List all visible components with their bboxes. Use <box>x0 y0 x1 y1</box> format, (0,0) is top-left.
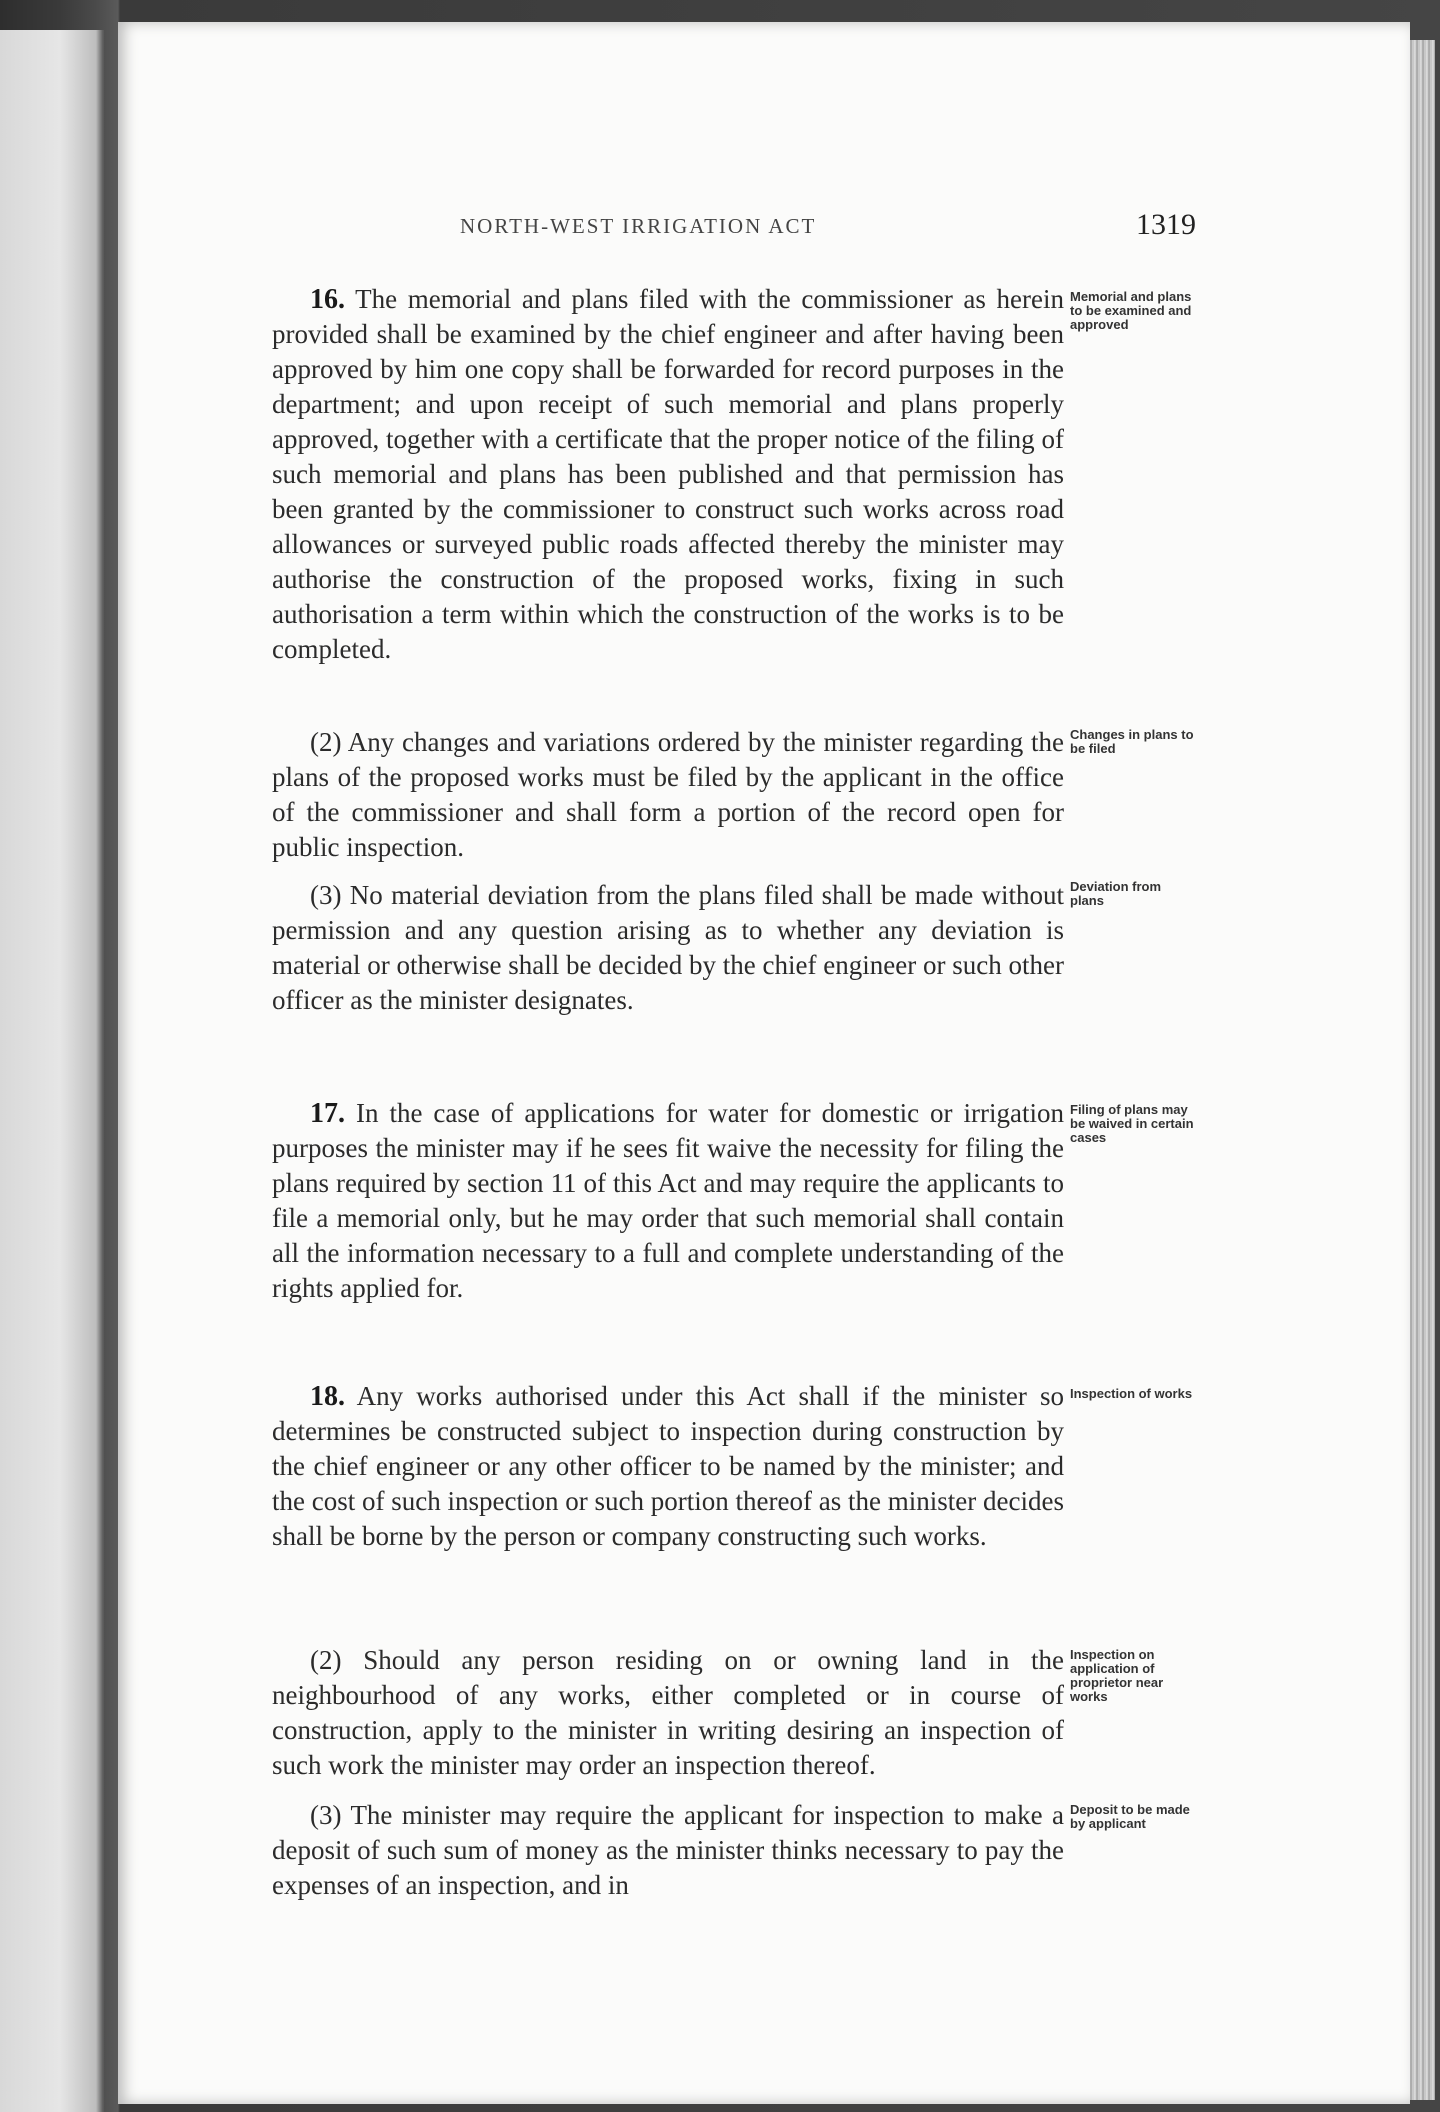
running-head: NORTH-WEST IRRIGATION ACT <box>460 214 817 238</box>
margin-note: Filing of plans may be waived in certain cases <box>1070 1102 1194 1145</box>
section-text: Any works authorised under this Act shall if the minister so determines be constructed subject to inspection during construction by the chief engineer or any other officer to be named by the minister; and the cost of such inspection or such portion thereof as the minister decides shall be borne by the person or company constructing such works. <box>272 1381 1064 1551</box>
facing-page-edge <box>0 30 104 2112</box>
page-number: 1319 <box>1136 208 1196 241</box>
subsection-number: (3) <box>310 1800 342 1830</box>
subsection-text: Any changes and variations ordered by the minister regarding the plans of the proposed works must be filed by the applicant in the office of the commissioner and shall form a portion of the record open for public inspection. <box>272 727 1065 862</box>
subsection-number: (2) <box>310 1645 342 1675</box>
subsection-number: (2) <box>310 727 342 757</box>
subsection-number: (3) <box>310 880 342 910</box>
section-text: The memorial and plans filed with the commissioner as herein provided shall be examined by the chief engineer and after having been approved by him one copy shall be forwarded for record purposes in the department; and upon receipt of such memorial and plans properly approved, together with a certificate that the proper notice of the filing of such memorial and plans has been published and that permission has been granted by the commissioner to construct such works across road allowances or surveyed public roads affected thereby the minister may authorise the construction of the proposed works, fixing in such authorisation a term within which the construction of the works is to be completed. <box>272 284 1064 664</box>
margin-note: Memorial and plans to be examined and approved <box>1070 289 1192 332</box>
margin-note: Inspection of works <box>1070 1386 1193 1401</box>
section-text: In the case of applications for water for domestic or irrigation purposes the minister may if he sees fit waive the necessity for filing the plans required by section 11 of this Act and may require the applicants to file a memorial only, but he may order that such memorial shall contain all the information necessary to a full and complete understanding of the rights applied for. <box>272 1098 1065 1303</box>
margin-note: Deposit to be made by applicant <box>1070 1802 1190 1831</box>
subsection-16-2 <box>272 725 1064 865</box>
subsection-text: Should any person residing on or owning land in the neighbourhood of any works, either completed or in course of construction, apply to the minister in writing desiring an inspection of such work the minister may order an inspection thereof. <box>272 1645 1065 1780</box>
margin-note: Inspection on application of proprietor near works <box>1070 1647 1164 1704</box>
subsection-16-3 <box>272 878 1064 1018</box>
subsection-text: The minister may require the applicant for inspection to make a deposit of such sum of money as the minister thinks necessary to pay the expenses of an inspection, and in <box>272 1800 1065 1900</box>
subsection-text: No material deviation from the plans filed shall be made without permission and any question arising as to whether any deviation is material or otherwise shall be decided by the chief engineer or such other officer as the minister designates. <box>272 880 1065 1015</box>
subsection-18-2 <box>272 1643 1064 1783</box>
section-18 <box>272 1379 1064 1554</box>
section-16 <box>272 282 1064 667</box>
section-number: 18. <box>310 1381 345 1412</box>
section-17 <box>272 1096 1064 1306</box>
section-number: 17. <box>310 1098 345 1129</box>
margin-note: Deviation from plans <box>1070 879 1162 908</box>
subsection-18-3 <box>272 1798 1064 1903</box>
section-number: 16. <box>310 284 345 315</box>
margin-note: Changes in plans to be filed <box>1070 727 1194 756</box>
